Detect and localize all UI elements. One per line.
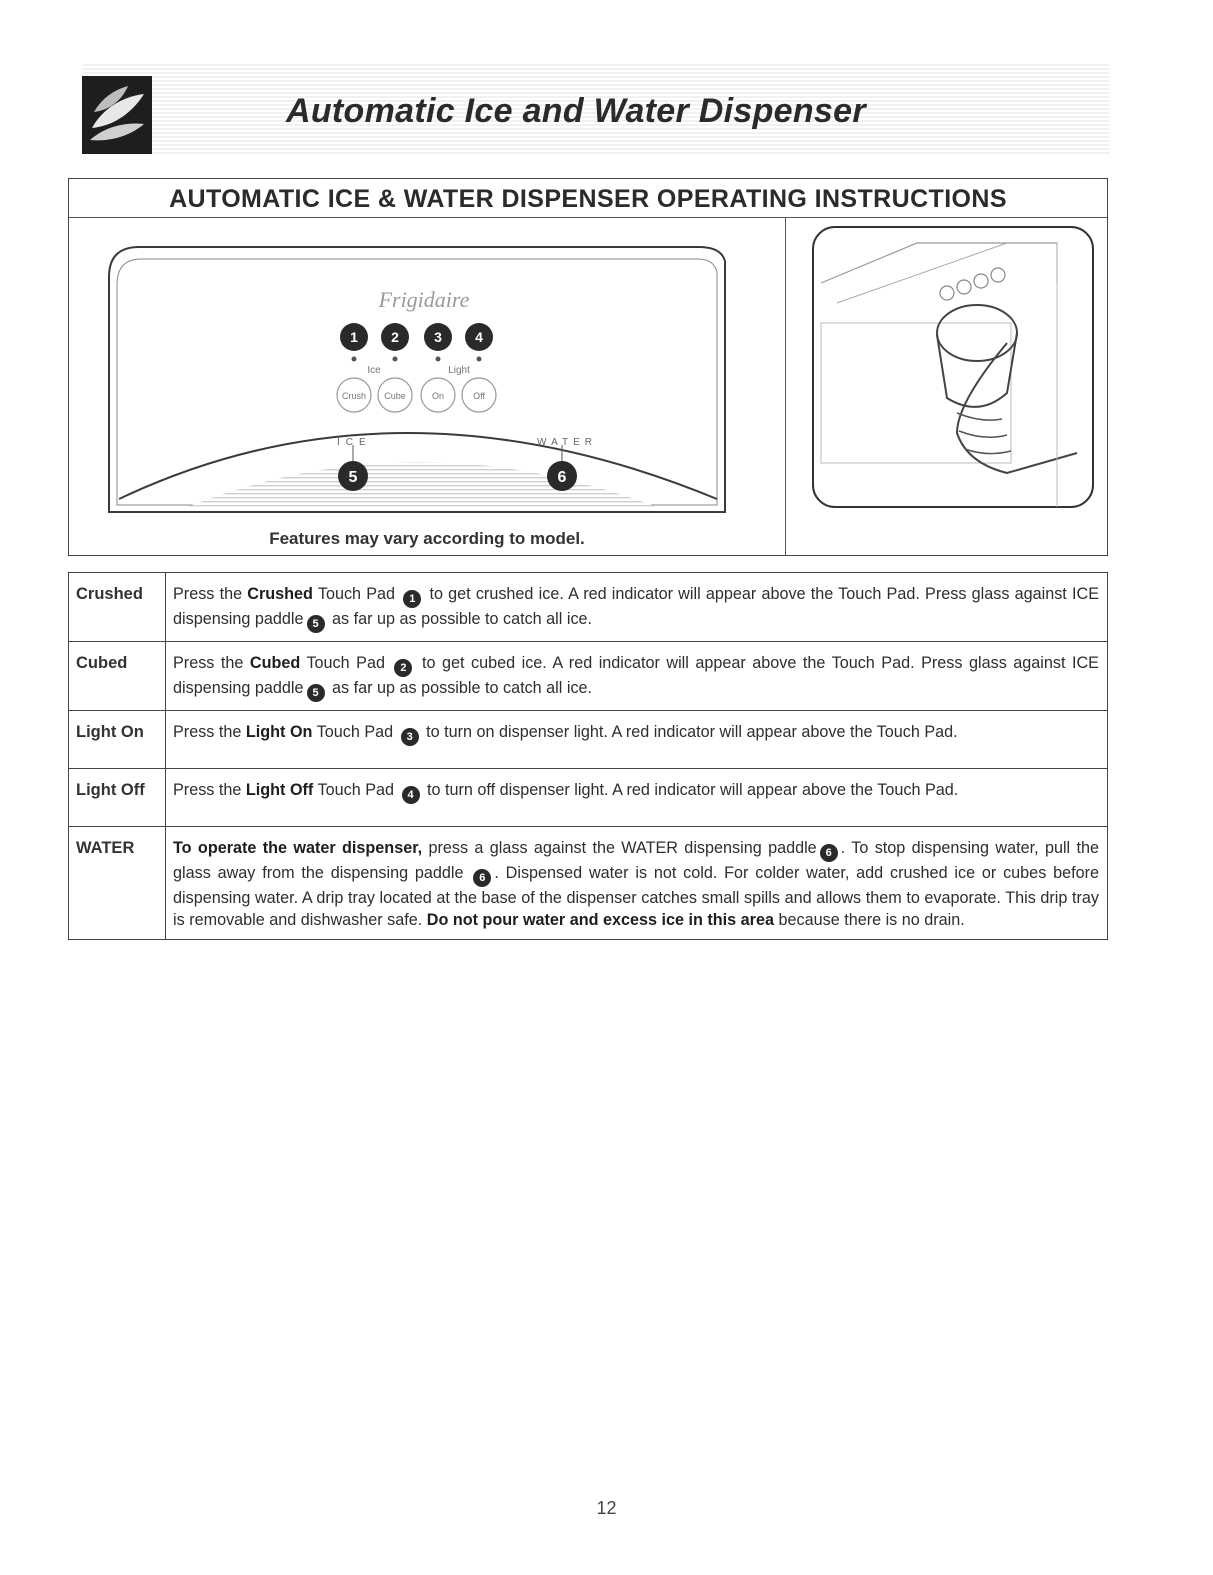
divider bbox=[69, 217, 1107, 218]
table-row bbox=[69, 642, 1108, 711]
leaf-logo-icon bbox=[82, 76, 152, 154]
row-label: WATER bbox=[69, 827, 166, 940]
svg-text:On: On bbox=[431, 391, 445, 401]
number-badge: 2 bbox=[394, 659, 412, 677]
svg-text:4: 4 bbox=[475, 329, 483, 345]
number-badge bbox=[465, 323, 493, 351]
page-title: Automatic Ice and Water Dispenser bbox=[286, 92, 866, 130]
svg-text:3: 3 bbox=[434, 329, 442, 345]
svg-text:2: 2 bbox=[391, 329, 399, 345]
svg-text:Cube: Cube bbox=[384, 391, 406, 401]
ice-paddle-label: ICE bbox=[337, 437, 372, 448]
number-badge: 1 bbox=[403, 590, 421, 608]
number-badge: 6 bbox=[820, 844, 838, 862]
water-paddle-label: WATER bbox=[537, 437, 597, 448]
number-badge: 5 bbox=[307, 615, 325, 633]
row-label: Light On bbox=[69, 711, 166, 769]
brand-text: Frigidaire bbox=[378, 287, 470, 312]
table-row bbox=[69, 827, 1108, 940]
row-label: Light Off bbox=[69, 769, 166, 827]
number-badge: 5 bbox=[307, 684, 325, 702]
page-number: 12 bbox=[596, 1498, 617, 1518]
divider bbox=[785, 217, 786, 555]
row-label: Cubed bbox=[69, 642, 166, 711]
row-text: To operate the water dispenser, press a glass against the WATER dispensing paddle 6 . To stop dispensing water, pull the glass away from the dispensing paddle 6 . Dispensed water is not cold. For colder water, add crushed ice or cubes before dispensing water. A drip tray located at the base of the dispenser catches small spills and allows them to evaporate. This drip tray is removable and dishwasher safe. Do not pour water and excess ice in this area because there is no drain. bbox=[166, 827, 1108, 940]
svg-text:Off: Off bbox=[473, 391, 485, 401]
touch-pad-crush[interactable] bbox=[337, 378, 371, 412]
touch-pad-off[interactable] bbox=[462, 378, 496, 412]
row-label: Crushed bbox=[69, 573, 166, 642]
section-title: AUTOMATIC ICE & WATER DISPENSER OPERATING INSTRUCTIONS bbox=[169, 185, 1007, 213]
table-row bbox=[69, 769, 1108, 827]
number-badge bbox=[381, 323, 409, 351]
table-row bbox=[69, 573, 1108, 642]
row-text: Press the Crushed Touch Pad 1 to get crushed ice. A red indicator will appear above the Touch Pad. Press glass against ICE dispensing paddle 5 as far up as possible to catch all ice. bbox=[166, 573, 1108, 642]
touch-pad-on[interactable] bbox=[421, 378, 455, 412]
number-badge bbox=[340, 323, 368, 351]
table-row bbox=[69, 711, 1108, 769]
instructions-table bbox=[68, 572, 1108, 940]
light-group-label: Light bbox=[448, 365, 470, 376]
caption: Features may vary according to model. bbox=[269, 529, 585, 548]
number-badge bbox=[547, 461, 577, 491]
control-panel-illustration bbox=[97, 237, 767, 519]
row-text: Press the Light On Touch Pad 3 to turn on dispenser light. A red indicator will appear above the Touch Pad. bbox=[166, 711, 1108, 769]
row-text: Press the Cubed Touch Pad 2 to get cubed ice. A red indicator will appear above the Touch Pad. Press glass against ICE dispensing paddle 5 as far up as possible to catch all ice. bbox=[166, 642, 1108, 711]
ice-group-label: Ice bbox=[367, 365, 381, 376]
svg-text:Crush: Crush bbox=[341, 391, 367, 401]
svg-text:5: 5 bbox=[348, 469, 358, 486]
touch-pad-cube[interactable] bbox=[378, 378, 412, 412]
overview-box bbox=[68, 178, 1108, 556]
dispenser-photo bbox=[807, 223, 1099, 513]
number-badge bbox=[424, 323, 452, 351]
svg-text:1: 1 bbox=[350, 329, 358, 345]
number-badge: 6 bbox=[473, 869, 491, 887]
number-badge: 3 bbox=[401, 728, 419, 746]
row-text: Press the Light Off Touch Pad 4 to turn off dispenser light. A red indicator will appear above the Touch Pad. bbox=[166, 769, 1108, 827]
number-badge bbox=[338, 461, 368, 491]
indicator-dots bbox=[352, 357, 482, 362]
svg-text:6: 6 bbox=[557, 469, 567, 486]
number-badge: 4 bbox=[402, 786, 420, 804]
